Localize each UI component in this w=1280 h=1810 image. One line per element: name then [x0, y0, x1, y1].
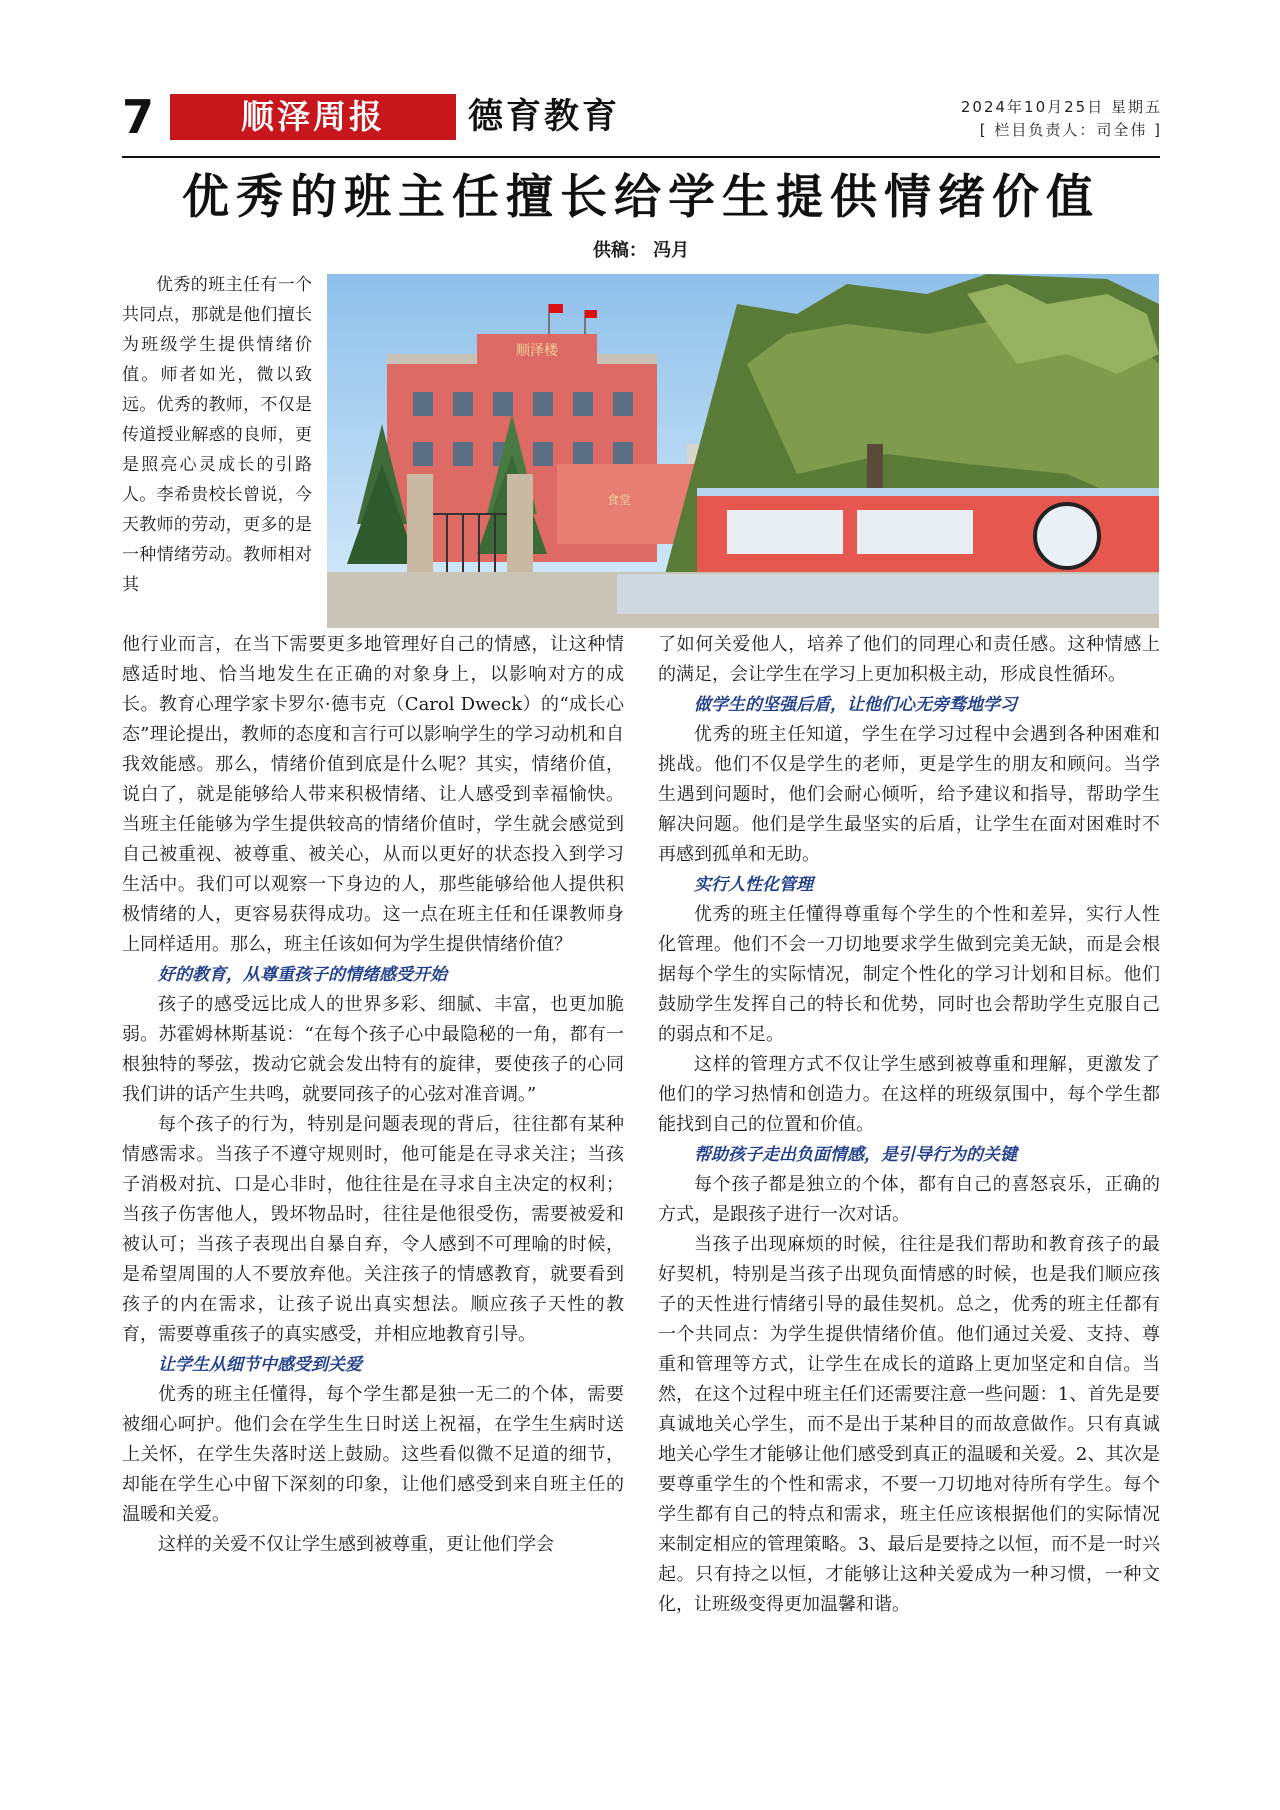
paragraph: 孩子的感受远比成人的世界多彩、细腻、丰富，也更加脆弱。苏霍姆林斯基说：“在每个孩子心中最隐秘的一角，都有一根独特的琴弦，拨动它就会发出特有的旋律，要使孩子的心同我们讲的话产生共鸣，就要同孩子的心弦对准音调。”: [122, 994, 624, 1105]
canteen-sign: 食堂: [607, 493, 632, 507]
paragraph: 这样的管理方式不仅让学生感到被尊重和理解，更激发了他们的学习热情和创造力。在这样的班级氛围中，每个学生都能找到自己的位置和价值。: [658, 1054, 1160, 1135]
school-campus-photo: [327, 274, 1159, 628]
subheading-humanized-management: 实行人性化管理: [694, 875, 813, 895]
right-column: [658, 630, 1160, 1620]
masthead-logo: 顺泽周报: [170, 94, 456, 140]
subheading-care-in-details: 让学生从细节中感受到关爱: [158, 1355, 362, 1375]
paragraph: 当孩子出现麻烦的时候，往往是我们帮助和教育孩子的最好契机，特别是当孩子出现负面情感的时候，也是我们顺应孩子的天性进行情绪引导的最佳契机。总之，优秀的班主任都有一个共同点：为学生提供情绪价值。他们通过关爱、支持、尊重和管理等方式，让学生在成长的道路上更加坚定和自信。当然，在这个过程中班主任们还需要注意一些问题：1、首先是要真诚地关心学生，而不是出于某种目的而故意做作。只有真诚地关心学生才能够让他们感受到真正的温暖和关爱。2、其次是要尊重学生的个性和需求，不要一刀切地对待所有学生。每个学生都有自己的特点和需求，班主任应该根据他们的实际情况来制定相应的管理策略。3、最后是要持之以恒，而不是一时兴起。只有持之以恒，才能够让这种关爱成为一种习惯，一种文化，让班级变得更加温馨和谐。: [658, 1234, 1160, 1615]
issue-date: 2024年10月25日 星期五: [960, 98, 1162, 116]
subheading-strong-backing: 做学生的坚强后盾，让他们心无旁骛地学习: [694, 695, 1017, 715]
left-column: [122, 630, 624, 1560]
intro-continuation: 他行业而言，在当下需要更多地管理好自己的情感，让这种情感适时地、恰当地发生在正确的对象身上，以影响对方的成长。教育心理学家卡罗尔·德韦克（Carol Dweck）的“成长心态”理论提出，教师的态度和言行可以影响学生的学习动机和自我效能感。那么，情绪价值到底是什么呢？其实，情绪价值，说白了，就是能够给人带来积极情绪、让人感受到幸福愉快。当班主任能够为学生提供较高的情绪价值时，学生就会感觉到自己被重视、被尊重、被关心，从而以更好的状态投入到学习生活中。我们可以观察一下身边的人，那些能够给他人提供积极情绪的人，更容易获得成功。这一点在班主任和任课教师身上同样适用。那么，班主任该如何为学生提供情绪价值？: [122, 634, 624, 955]
building-sign: 顺泽楼: [516, 343, 558, 359]
paragraph: 优秀的班主任懂得尊重每个学生的个性和差异，实行人性化管理。他们不会一刀切地要求学生做到完美无缺，而是会根据每个学生的实际情况，制定个性化的学习计划和目标。他们鼓励学生发挥自己的特长和优势，同时也会帮助学生克服自己的弱点和不足。: [658, 904, 1160, 1045]
header-rule: [122, 156, 1160, 158]
intro-narrow-column: [122, 270, 312, 600]
page-number: 7: [122, 90, 155, 144]
paragraph: 每个孩子都是独立的个体，都有自己的喜怒哀乐，正确的方式，是跟孩子进行一次对话。: [658, 1174, 1160, 1225]
subheading-respect-feelings: 好的教育，从尊重孩子的情绪感受开始: [158, 965, 447, 985]
paragraph: 这样的关爱不仅让学生感到被尊重，更让他们学会: [158, 1534, 554, 1555]
paragraph: 优秀的班主任知道，学生在学习过程中会遇到各种困难和挑战。他们不仅是学生的老师，更是学生的朋友和顾问。当学生遇到问题时，他们会耐心倾听，给予建议和指导，帮助学生解决问题。他们是学生最坚实的后盾，让学生在面对困难时不再感到孤单和无助。: [658, 724, 1160, 865]
paragraph: 优秀的班主任懂得，每个学生都是独一无二的个体，需要被细心呵护。他们会在学生生日时送上祝福，在学生生病时送上关怀，在学生失落时送上鼓励。这些看似微不足道的细节，却能在学生心中留下深刻的印象，让他们感受到来自班主任的温暖和关爱。: [122, 1384, 624, 1525]
page-header: [122, 92, 1162, 150]
column-editor: [ 栏目负责人：司全伟 ]: [979, 121, 1162, 139]
paragraph-continuation: 了如何关爱他人，培养了他们的同理心和责任感。这种情感上的满足，会让学生在学习上更加积极主动，形成良性循环。: [658, 634, 1160, 685]
section-title: 德育教育: [468, 97, 621, 137]
article-title: 优秀的班主任擅长给学生提供情绪价值: [182, 170, 1100, 225]
dateline: [961, 96, 1162, 142]
paragraph: 每个孩子的行为，特别是问题表现的背后，往往都有某种情感需求。当孩子不遵守规则时，他可能是在寻求关注；当孩子消极对抗、口是心非时，他往往是在寻求自主决定的权利；当孩子伤害他人，毁坏物品时，往往是他很受伤，需要被爱和被认可；当孩子表现出自暴自弃，令人感到不可理喻的时候，是希望周围的人不要放弃他。关注孩子的情感教育，就要看到孩子的内在需求，让孩子说出真实想法。顺应孩子天性的教育，需要尊重孩子的真实感受，并相应地教育引导。: [122, 1114, 624, 1345]
subheading-negative-emotions: 帮助孩子走出负面情感，是引导行为的关键: [694, 1145, 1017, 1165]
article-byline: 供稿： 冯月: [592, 240, 690, 261]
intro-paragraph: 优秀的班主任有一个共同点，那就是他们擅长为班级学生提供情绪价值。师者如光，微以致远。优秀的教师，不仅是传道授业解惑的良师，更是照亮心灵成长的引路人。李希贵校长曾说，今天教师的劳动，更多的是一种情绪劳动。教师相对其: [122, 275, 312, 595]
